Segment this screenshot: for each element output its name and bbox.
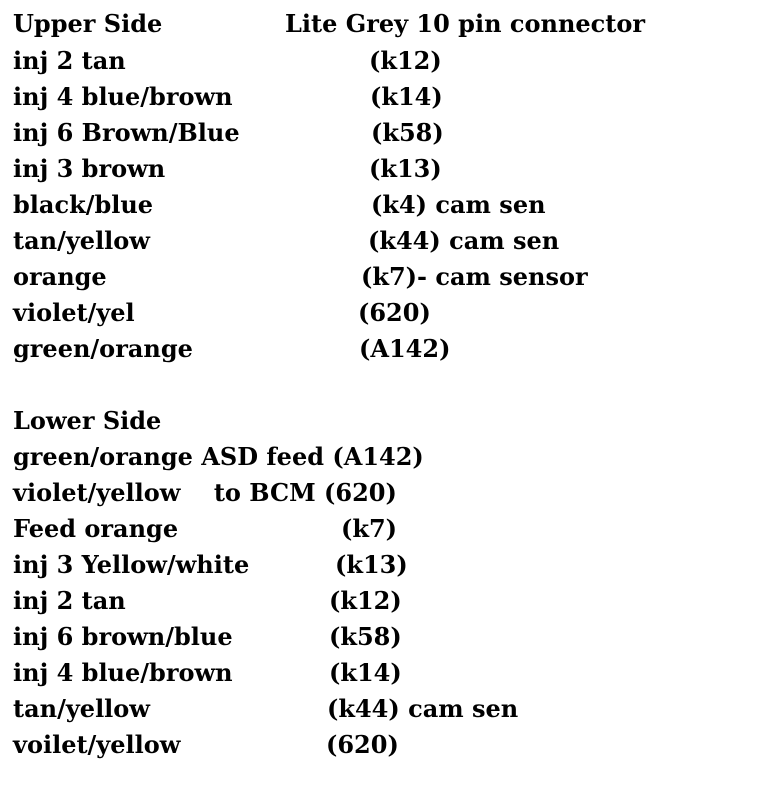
- wire-label: inj 2 tan: [13, 586, 126, 615]
- circuit-code: (k7): [341, 514, 398, 543]
- circuit-code: (620): [326, 730, 399, 759]
- lower-row: [13, 547, 753, 583]
- upper-heading: Upper Side: [13, 9, 163, 38]
- circuit-code: (k44) cam sen: [368, 226, 560, 255]
- wire-label: tan/yellow: [13, 226, 150, 255]
- wire-label: inj 6 brown/blue: [13, 622, 233, 651]
- upper-row: [13, 187, 753, 223]
- wire-label: orange: [13, 262, 107, 291]
- wire-label: inj 6 Brown/Blue: [13, 118, 240, 147]
- upper-header-line: [13, 6, 753, 42]
- circuit-code: (620): [358, 298, 431, 327]
- lower-heading: Lower Side: [13, 406, 162, 435]
- circuit-code: (k12): [369, 46, 442, 75]
- circuit-code: (k14): [329, 658, 402, 687]
- lower-row: [13, 583, 753, 619]
- upper-row: [13, 223, 753, 259]
- lower-row: [13, 691, 753, 727]
- upper-row: [13, 79, 753, 115]
- lower-row: [13, 619, 753, 655]
- circuit-code: (k4) cam sen: [371, 190, 546, 219]
- lower-row: [13, 655, 753, 691]
- circuit-code: (k14): [370, 82, 443, 111]
- wire-label: inj 4 blue/brown: [13, 658, 233, 687]
- circuit-code: (k13): [335, 550, 408, 579]
- lower-header-line: [13, 403, 753, 439]
- wire-label: green/orange: [13, 334, 193, 363]
- connector-title: Lite Grey 10 pin connector: [285, 9, 646, 38]
- upper-row: [13, 43, 753, 79]
- lower-row: [13, 727, 753, 763]
- wire-label: inj 4 blue/brown: [13, 82, 233, 111]
- circuit-code: (k13): [369, 154, 442, 183]
- circuit-code: (k44) cam sen: [327, 694, 519, 723]
- lower-row: [13, 511, 753, 547]
- wire-label: inj 2 tan: [13, 46, 126, 75]
- upper-row: [13, 331, 753, 367]
- circuit-code: (k58): [329, 622, 402, 651]
- wire-label: violet/yel: [13, 298, 135, 327]
- circuit-code: (k12): [329, 586, 402, 615]
- wire-label: tan/yellow: [13, 694, 150, 723]
- upper-row: [13, 259, 753, 295]
- wire-label: green/orange ASD feed (A142): [13, 442, 424, 471]
- wire-label: voilet/yellow: [13, 730, 181, 759]
- wire-label: inj 3 brown: [13, 154, 166, 183]
- circuit-code: (A142): [359, 334, 451, 363]
- upper-row: [13, 295, 753, 331]
- lower-row: [13, 439, 753, 475]
- wire-label: black/blue: [13, 190, 154, 219]
- circuit-code: (k7)- cam sensor: [361, 262, 588, 291]
- upper-row: [13, 151, 753, 187]
- upper-row: [13, 115, 753, 151]
- circuit-code: (k58): [371, 118, 444, 147]
- wire-label: Feed orange: [13, 514, 179, 543]
- lower-row: [13, 475, 753, 511]
- wire-label: inj 3 Yellow/white: [13, 550, 250, 579]
- wire-label: violet/yellow to BCM (620): [13, 478, 397, 507]
